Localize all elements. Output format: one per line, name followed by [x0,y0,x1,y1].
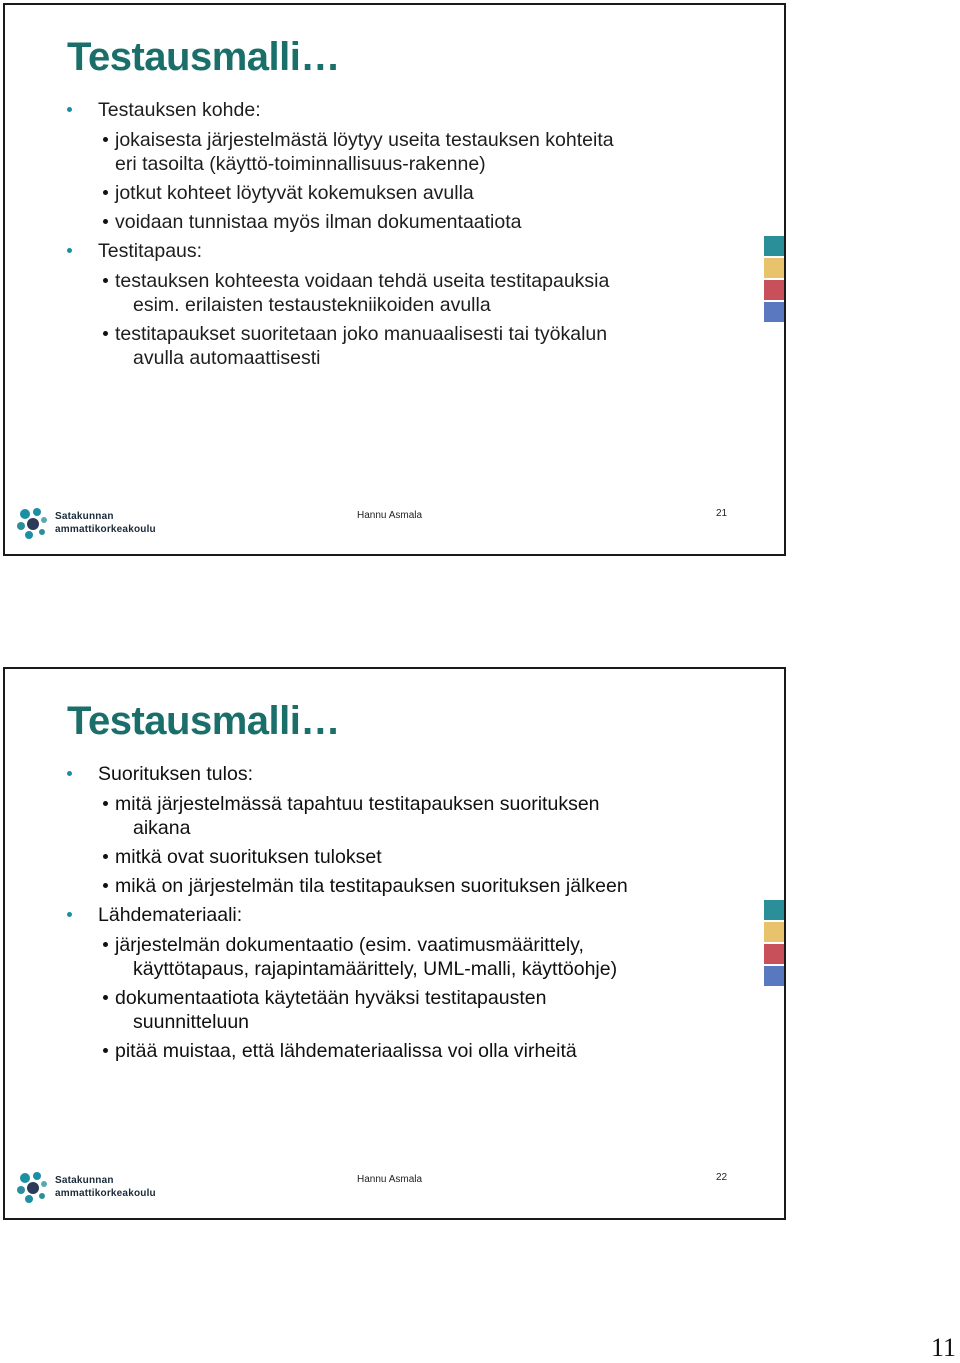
deco-block-red [764,944,784,964]
slide-22-decoration [764,900,784,988]
bullet-dot-icon [67,107,72,112]
bullet-item-line: testitapaukset suoritetaan joko manuaalisesti tai työkalun [115,323,608,345]
slide-body [67,762,767,1068]
school-logo [15,506,155,542]
deco-block-blue [764,302,784,322]
bullet-item [67,1039,767,1063]
bullet-item-line: eri tasoilta (käyttö-toiminnallisuus-rakenne) [115,153,486,175]
bullet-dot-icon [103,190,108,195]
slide-author: Hannu Asmala [357,510,423,521]
bullet-item-line: pitää muistaa, että lähdemateriaalissa voi olla virheitä [115,1040,577,1062]
bullet-item-line: voidaan tunnistaa myös ilman dokumentaatiota [115,211,522,233]
deco-block-yellow [764,922,784,942]
bullet-item [67,210,767,234]
bullet-dot-icon [103,883,108,888]
bullet-dot-icon [103,219,108,224]
logo-mark-icon [15,1170,51,1204]
bullet-item [67,874,767,898]
bullet-dot-icon [67,248,72,253]
bullet-dot-icon [103,137,108,142]
bullet-heading-text: Lähdemateriaali: [98,904,243,926]
bullet-item [67,792,767,840]
logo-text [55,1174,156,1200]
bullet-item-line: avulla automaattisesti [133,347,321,369]
bullet-dot-icon [103,942,108,947]
slide-number: 22 [716,1172,728,1183]
logo-line2: ammattikorkeakoulu [55,1188,156,1199]
deco-block-red [764,280,784,300]
slide-21-decoration [764,236,784,324]
slide-22 [3,667,786,1220]
bullet-heading-text: Testitapaus: [98,240,203,262]
bullet-item [67,986,767,1034]
slide-21 [3,3,786,556]
bullet-item [67,845,767,869]
bullet-heading-text: Testauksen kohde: [98,99,261,121]
bullet-item-line: jokaisesta järjestelmästä löytyy useita testauksen kohteita [115,129,614,151]
logo-mark-icon [15,506,51,540]
bullet-item-line: järjestelmän dokumentaatio (esim. vaatimusmäärittely, [115,934,584,956]
school-logo [15,1170,155,1206]
bullet-heading [67,762,767,786]
bullet-item-line: dokumentaatiota käytetään hyväksi testitapausten [115,987,547,1009]
deco-block-teal [764,236,784,256]
deco-block-teal [764,900,784,920]
slide-body [67,98,767,375]
bullet-item [67,933,767,981]
page-number: 11 [930,1333,956,1362]
bullet-item [67,128,767,176]
bullet-heading [67,98,767,122]
slide-number: 21 [716,508,728,519]
bullet-item-line: mitä järjestelmässä tapahtuu testitapauksen suorituksen [115,793,600,815]
slide-author: Hannu Asmala [357,1174,423,1185]
logo-line1: Satakunnan [55,1175,114,1186]
bullet-item-line: jotkut kohteet löytyvät kokemuksen avulla [115,182,474,204]
deco-block-blue [764,966,784,986]
bullet-item-line: mitkä ovat suorituksen tulokset [115,846,382,868]
bullet-heading [67,903,767,927]
bullet-item-line: käyttötapaus, rajapintamäärittely, UML-malli, käyttöohje) [133,958,618,980]
bullet-item-line: aikana [133,817,191,839]
logo-text [55,510,156,536]
bullet-item [67,322,767,370]
bullet-item-line: testauksen kohteesta voidaan tehdä useita testitapauksia [115,270,610,292]
bullet-dot-icon [67,912,72,917]
bullet-item-line: mikä on järjestelmän tila testitapauksen suorituksen jälkeen [115,875,628,897]
bullet-item-line: esim. erilaisten testaustekniikoiden avulla [133,294,491,316]
logo-line2: ammattikorkeakoulu [55,524,156,535]
bullet-heading-text: Suorituksen tulos: [98,763,254,785]
slide-title: Testausmalli… [67,699,340,743]
bullet-dot-icon [103,278,108,283]
bullet-dot-icon [67,771,72,776]
deco-block-yellow [764,258,784,278]
bullet-heading [67,239,767,263]
bullet-item-line: suunnitteluun [133,1011,250,1033]
slide-title: Testausmalli… [67,35,340,79]
logo-line1: Satakunnan [55,511,114,522]
bullet-dot-icon [103,995,108,1000]
bullet-dot-icon [103,801,108,806]
bullet-dot-icon [103,331,108,336]
bullet-item [67,181,767,205]
bullet-dot-icon [103,1048,108,1053]
bullet-item [67,269,767,317]
bullet-dot-icon [103,854,108,859]
